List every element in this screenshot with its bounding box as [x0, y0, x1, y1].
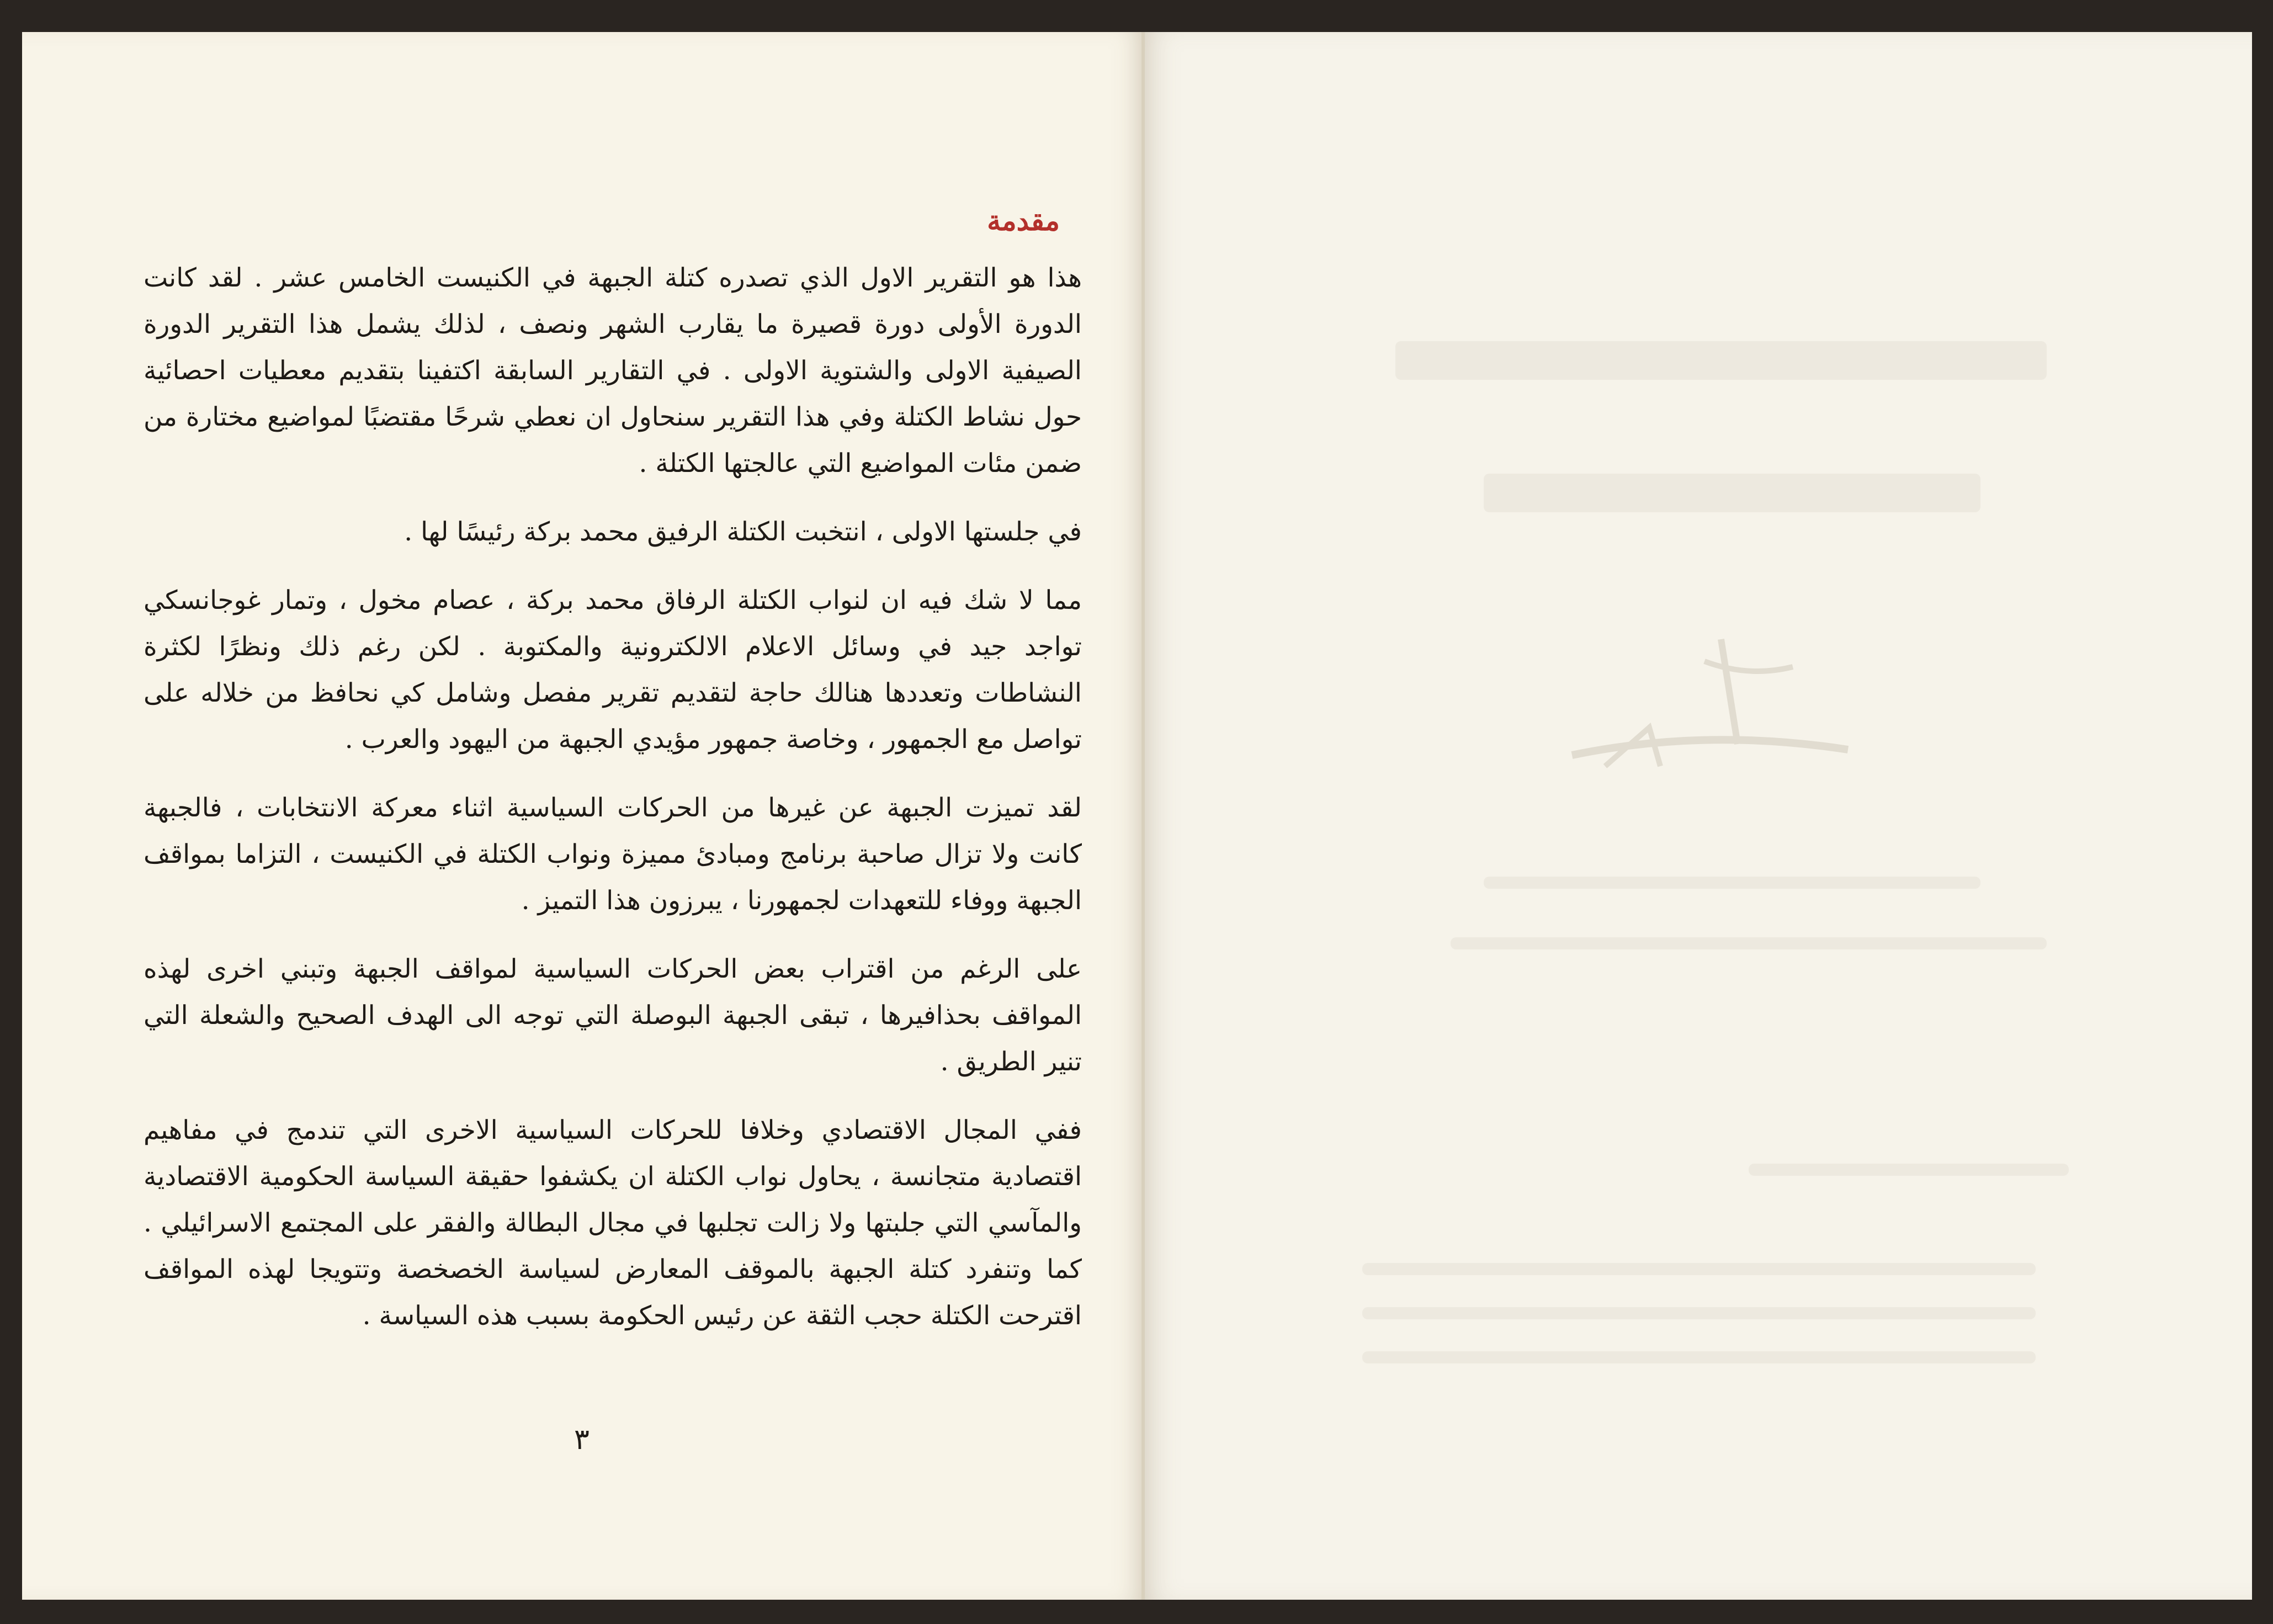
paragraph: ففي المجال الاقتصادي وخلافا للحركات السياسية الاخرى التي تندمج في مفاهيم اقتصادية متجانسة ، يحاول نواب الكتلة ان يكشفوا حقيقة السياسة الحكومية الاقتصادية والمآسي التي جلبتها ولا زالت تجلبها في مجال البطالة والفقر على المجتمع الاسرائيلي . كما وتنفرد كتلة الجبهة بالموقف المعارض لسياسة الخصخصة وتتويجا لهذه المواقف اقترحت الكتلة حجب الثقة عن رئيس الحكومة بسبب هذه السياسة .: [144, 1115, 1082, 1331]
bleed-through-line: [1362, 1351, 2036, 1363]
bleed-through-line: [1484, 877, 1980, 889]
bleed-through-line: [1484, 474, 1980, 512]
paragraph: مما لا شك فيه ان لنواب الكتلة الرفاق محمد بركة ، عصام مخول ، وتمار غوجانسكي تواجد جيد في وسائل الاعلام الالكترونية والمكتوبة . لكن رغم ذلك ونظرًا لكثرة النشاطات وتعددها هنالك حاجة لتقديم تقرير مفصل وشامل كي نحافظ من خلاله على تواصل مع الجمهور ، وخاصة جمهور مؤيدي الجبهة من اليهود والعرب .: [144, 585, 1082, 755]
bleed-through-line: [1362, 1307, 2036, 1319]
bleed-through-line: [1451, 937, 2047, 949]
book-spread: [22, 32, 2252, 1600]
paragraph: هذا هو التقرير الاول الذي تصدره كتلة الجبهة في الكنيست الخامس عشر . لقد كانت الدورة الأولى دورة قصيرة ما يقارب الشهر ونصف ، لذلك يشمل هذا التقرير الدورة الصيفية الاولى والشتوية الاولى . في التقارير السابقة اكتفينا بتقديم معطيات احصائية حول نشاط الكتلة وفي هذا التقرير سنحاول ان نعطي شرحًا مقتضبًا لمواضيع مختارة من ضمن مئات المواضيع التي عالجتها الكتلة .: [144, 263, 1082, 479]
bleed-through-line: [1749, 1164, 2069, 1176]
book-gutter: [1141, 32, 1145, 1600]
paragraph: على الرغم من اقتراب بعض الحركات السياسية لمواقف الجبهة وتبني اخرى لهذه المواقف بحذافيرها ، تبقى الجبهة البوصلة التي توجه الى الهدف الصحيح والشعلة التي تنير الطريق .: [144, 954, 1082, 1077]
bleed-through-line: [1362, 1263, 2036, 1275]
text-block: [144, 198, 1082, 1361]
left-page: [22, 32, 1141, 1600]
paragraph: في جلستها الاولى ، انتخبت الكتلة الرفيق محمد بركة رئيسًا لها .: [404, 517, 1082, 547]
section-heading: مقدمة: [987, 204, 1060, 237]
bleed-through-logo-icon: [1539, 617, 1870, 788]
bleed-through-line: [1395, 341, 2047, 380]
paragraph: لقد تميزت الجبهة عن غيرها من الحركات السياسية اثناء معركة الانتخابات ، فالجبهة كانت ولا تزال صاحبة برنامج ومبادئ مميزة ونواب الكتلة في الكنيست ، التزاما بمواقف الجبهة ووفاء للتعهدات لجمهورنا ، يبرزون هذا التميز .: [144, 793, 1082, 916]
right-page-blank: [1141, 32, 2252, 1600]
page-number: ٣: [574, 1423, 590, 1456]
